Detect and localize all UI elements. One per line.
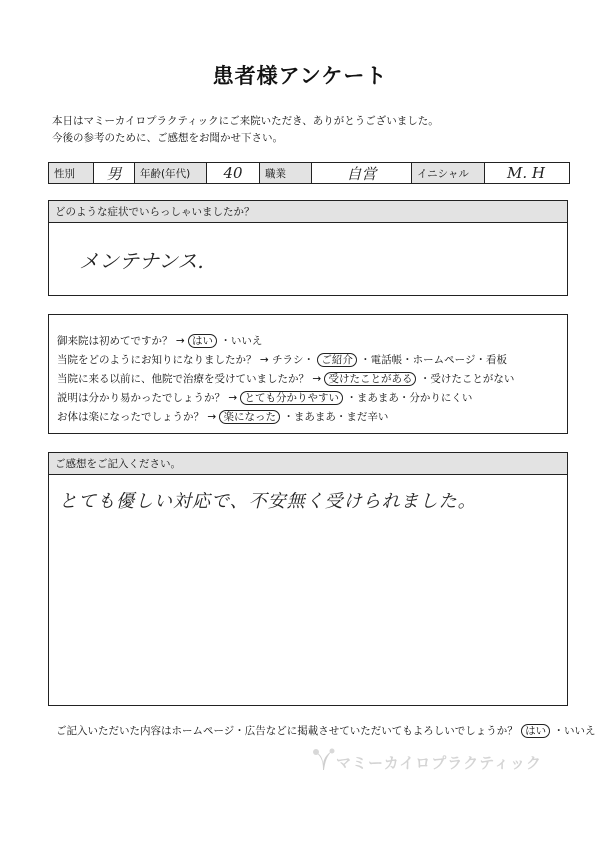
info-row xyxy=(48,162,570,184)
question-text: ご記入いただいた内容はホームページ・広告などに掲載させていただいてもよろしいでしょうか？ xyxy=(56,725,518,737)
page-title: 患者様アンケート xyxy=(212,64,388,88)
question-text: 当院に来る以前に、他院で治療を受けていましたか？ xyxy=(57,373,309,385)
arrow-icon: → xyxy=(207,411,220,423)
job-value: 自営 xyxy=(312,163,412,183)
question-first-visit xyxy=(57,333,262,348)
selected-answer: ご紹介 xyxy=(317,353,357,367)
impression-label: ご感想をご記入ください。 xyxy=(49,453,567,475)
selected-answer: はい xyxy=(521,724,550,738)
other-options: ・電話帳・ホームページ・看板 xyxy=(360,354,507,366)
other-option: ・いいえ xyxy=(553,725,596,737)
other-options: ・まあまあ・分かりにくい xyxy=(346,392,473,404)
question-text: 御来院は初めてですか？ xyxy=(57,335,173,347)
arrow-icon: → xyxy=(228,392,241,404)
intro-line-2: 今後の参考のために、ご感想をお聞かせ下さい。 xyxy=(52,132,283,144)
publish-consent-question xyxy=(56,723,595,738)
symptom-question: どのような症状でいらっしゃいましたか？ xyxy=(49,201,567,223)
gender-value: 男 xyxy=(94,163,135,183)
option-before: チラシ・ xyxy=(271,354,314,366)
question-text: 説明は分かり易かったでしょうか？ xyxy=(57,392,225,404)
question-how-found xyxy=(57,352,507,367)
arrow-icon: → xyxy=(175,335,188,347)
initial-label: イニシャル xyxy=(412,163,485,183)
age-value: 40 xyxy=(207,163,260,183)
selected-answer: 楽になった xyxy=(219,410,280,424)
other-options: ・受けたことがない xyxy=(419,373,515,385)
brand-logo xyxy=(310,748,542,776)
other-options: ・まあまあ・まだ辛い xyxy=(283,411,389,423)
initial-value: M. H xyxy=(507,164,545,182)
job-label: 職業 xyxy=(260,163,312,183)
question-text: お体は楽になったでしょうか？ xyxy=(57,411,204,423)
intro-line-1: 本日はマミーカイロプラクティックにご来院いただき、ありがとうございました。 xyxy=(52,115,439,127)
impression-box xyxy=(48,452,568,706)
symptom-answer: メンテナンス. xyxy=(79,249,204,273)
question-other-clinic xyxy=(57,371,514,386)
symptom-box xyxy=(48,200,568,296)
arrow-icon: → xyxy=(312,373,325,385)
other-option: ・いいえ xyxy=(220,335,263,347)
selected-answer: とても分かりやすい xyxy=(240,391,343,405)
leaf-logo-icon xyxy=(310,748,336,776)
gender-label: 性別 xyxy=(49,163,94,183)
question-text: 当院をどのようにお知りになりましたか？ xyxy=(57,354,257,366)
selected-answer: 受けたことがある xyxy=(324,372,416,386)
age-label: 年齢(年代) xyxy=(135,163,207,183)
question-explanation xyxy=(57,390,472,405)
arrow-icon: → xyxy=(259,354,272,366)
selected-answer: はい xyxy=(188,334,217,348)
question-body-relief xyxy=(57,409,388,424)
questions-box xyxy=(48,314,568,434)
brand-name: マミーカイロプラクティック xyxy=(336,753,543,772)
impression-answer: とても優しい対応で、不安無く受けられました。 xyxy=(59,491,477,512)
